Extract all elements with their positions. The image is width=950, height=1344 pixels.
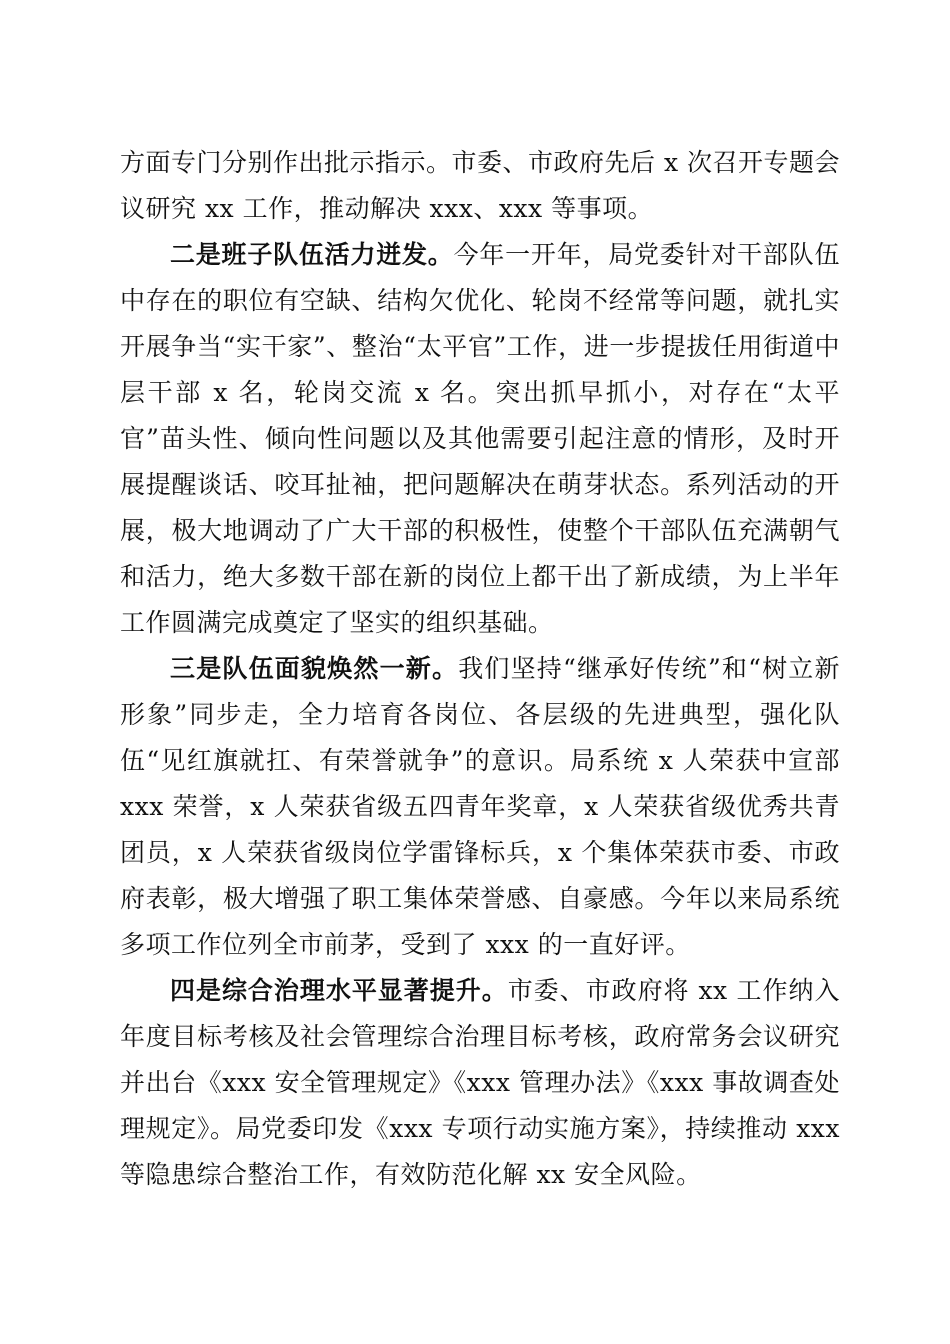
paragraph-lead-heading: 三是队伍面貌焕然一新。 xyxy=(170,654,459,683)
paragraph-continuation xyxy=(120,140,840,232)
paragraph-text: 今年一开年，局党委针对干部队伍中存在的职位有空缺、结构欠优化、轮岗不经常等问题，就扎实开展争当“实干家”、整治“太平官”工作，进一步提拔任用街道中层干部 x 名，轮岗交流 x 名。突出抓早抓小，对存在“太平官”苗头性、倾向性问题以及其他需要引起注意的情形，及时开展提醒谈话、咬耳扯袖，把问题解决在萌芽状态。系列活动的开展，极大地调动了广大干部的积极性，使整个干部队伍充满朝气和活力，绝大多数干部在新的岗位上都干出了新成绩，为上半年工作圆满完成奠定了坚实的组织基础。 xyxy=(120,240,840,637)
paragraph-team-vitality xyxy=(120,232,840,646)
document-body xyxy=(120,140,840,1198)
paragraph-text: 方面专门分别作出批示指示。市委、市政府先后 x 次召开专题会议研究 xx 工作，推动解决 xxx、xxx 等事项。 xyxy=(120,148,840,223)
paragraph-team-new-look xyxy=(120,646,840,968)
paragraph-governance xyxy=(120,968,840,1198)
paragraph-text: 市委、市政府将 xx 工作纳入年度目标考核及社会管理综合治理目标考核，政府常务会议研究并出台《xxx 安全管理规定》《xxx 管理办法》《xxx 事故调查处理规定》。局党委印发《xxx 专项行动实施方案》，持续推动 xxx 等隐患综合整治工作，有效防范化解 xx 安全风险。 xyxy=(120,976,840,1189)
paragraph-lead-heading: 四是综合治理水平显著提升。 xyxy=(170,976,508,1005)
paragraph-lead-heading: 二是班子队伍活力迸发。 xyxy=(170,240,454,269)
paragraph-text: 我们坚持“继承好传统”和“树立新形象”同步走，全力培育各岗位、各层级的先进典型，强化队伍“见红旗就扛、有荣誉就争”的意识。局系统 x 人荣获中宣部 xxx 荣誉，x 人荣获省级五四青年奖章，x 人荣获省级优秀共青团员，x 人荣获省级岗位学雷锋标兵，x 个集体荣获市委、市政府表彰，极大增强了职工集体荣誉感、自豪感。今年以来局系统多项工作位列全市前茅，受到了 xxx 的一直好评。 xyxy=(120,654,840,959)
